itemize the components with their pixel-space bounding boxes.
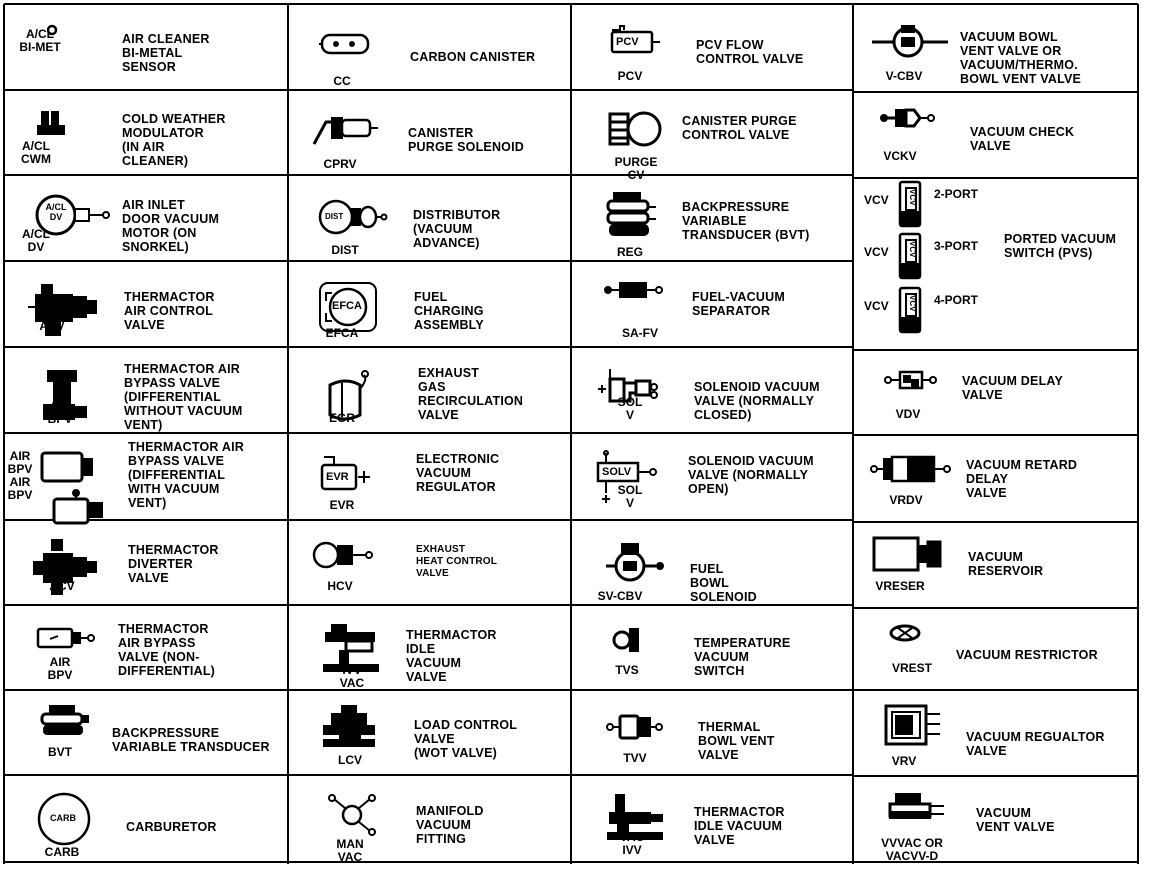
non-differential-bypass-icon bbox=[36, 627, 96, 651]
grid-line bbox=[853, 3, 1138, 5]
symbol-description: THERMACTOR AIR BYPASS VALVE (DIFFERENTIAL WITH VACUUM VENT) bbox=[128, 440, 244, 510]
symbol-description: CARBON CANISTER bbox=[410, 50, 536, 64]
grid-line bbox=[571, 260, 853, 262]
pvs-abbr-label: VCV bbox=[864, 245, 889, 259]
symbol-abbreviation: TVV bbox=[623, 751, 647, 765]
symbol-abbreviation: EGR bbox=[328, 411, 355, 425]
thermal-bowl-vent-icon bbox=[606, 712, 666, 742]
purge-control-valve-icon bbox=[608, 110, 664, 150]
symbol-abbreviation: PCV bbox=[617, 69, 643, 83]
grid-line bbox=[4, 174, 288, 176]
symbol-abbreviation: VREST bbox=[891, 661, 932, 675]
vacuum-regulator-valve-icon bbox=[884, 704, 948, 748]
fuel-vacuum-separator-icon bbox=[604, 281, 664, 299]
grid-line bbox=[4, 861, 288, 863]
symbol-abbreviation: VRESER bbox=[875, 579, 925, 593]
symbol-description: THERMACTOR IDLE VACUUM VALVE bbox=[406, 628, 497, 684]
symbol-description: CANISTER PURGE SOLENOID bbox=[408, 126, 525, 154]
grid-line bbox=[853, 521, 1138, 523]
symbol-abbreviation: HCV bbox=[327, 579, 353, 593]
symbol-abbreviation: VCKV bbox=[883, 149, 917, 163]
symbol-abbreviation: VDV bbox=[895, 407, 921, 421]
symbol-description: TEMPERATURE VACUUM SWITCH bbox=[694, 636, 791, 678]
heat-control-valve-icon bbox=[310, 540, 376, 570]
symbol-abbreviation: VRV bbox=[891, 754, 917, 768]
grid-line bbox=[571, 689, 853, 691]
symbol-description: PCV FLOW CONTROL VALVE bbox=[696, 38, 804, 66]
pvs-abbr-label: VCV bbox=[864, 299, 889, 313]
symbol-description: AIR INLET DOOR VACUUM MOTOR (ON SNORKEL) bbox=[122, 198, 220, 254]
pvs-icon bbox=[896, 232, 924, 280]
pvs-port-label: 2-PORT bbox=[934, 187, 979, 201]
pvs-icon-label: VCV bbox=[908, 241, 917, 258]
symbol-abbreviation: AIR BPV AIR BPV bbox=[7, 449, 33, 502]
symbol-abbreviation: ACV bbox=[49, 579, 75, 593]
vacuum-reservoir-icon bbox=[872, 536, 948, 576]
symbol-description: THERMACTOR DIVERTER VALVE bbox=[128, 543, 219, 585]
symbol-description: BACKPRESSURE VARIABLE TRANSDUCER (BVT) bbox=[682, 200, 810, 242]
grid-line bbox=[288, 174, 571, 176]
symbol-icon-label: A/CL DV bbox=[45, 202, 67, 222]
symbol-abbreviation: A/CL CWM bbox=[21, 139, 51, 166]
symbol-icon-label: PCV bbox=[616, 36, 639, 48]
grid-line bbox=[853, 349, 1138, 351]
symbol-abbreviation: TVS bbox=[615, 663, 639, 677]
symbol-abbreviation: A/CL BI-MET bbox=[19, 27, 61, 54]
carbon-canister-icon bbox=[318, 32, 374, 56]
symbol-description: PORTED VACUUM SWITCH (PVS) bbox=[1004, 232, 1117, 260]
symbol-description: AIR CLEANER BI-METAL SENSOR bbox=[122, 32, 210, 74]
grid-line bbox=[571, 774, 853, 776]
symbol-description: THERMACTOR AIR CONTROL VALVE bbox=[124, 290, 215, 332]
grid-line bbox=[853, 177, 1138, 179]
vacuum-vent-valve-icon bbox=[886, 792, 950, 822]
symbol-abbreviation: EFCA bbox=[325, 326, 359, 340]
grid-line bbox=[288, 260, 571, 262]
symbol-abbreviation: AIR BPV bbox=[47, 399, 73, 426]
grid-line bbox=[3, 4, 5, 864]
symbol-description: FUEL BOWL SOLENOID bbox=[690, 562, 757, 604]
grid-line bbox=[571, 861, 853, 863]
grid-line bbox=[287, 4, 289, 864]
symbol-abbreviation: DIST bbox=[331, 243, 359, 257]
symbol-description: THERMACTOR IDLE VACUUM VALVE bbox=[694, 805, 785, 847]
symbol-icon-label: DIST bbox=[325, 212, 344, 221]
symbol-abbreviation: CPRV bbox=[323, 157, 357, 171]
pvs-icon-label: VCV bbox=[908, 189, 917, 206]
load-control-valve-icon bbox=[320, 704, 380, 750]
symbol-abbreviation: REG bbox=[616, 245, 643, 259]
symbol-description: CARBURETOR bbox=[126, 820, 217, 834]
symbol-abbreviation: SV-CBV bbox=[597, 589, 643, 603]
symbol-description: DISTRIBUTOR (VACUUM ADVANCE) bbox=[413, 208, 501, 250]
vacuum-restrictor-icon bbox=[888, 624, 922, 642]
grid-line bbox=[288, 346, 571, 348]
cold-weather-modulator-icon bbox=[36, 110, 66, 138]
symbol-abbreviation: SOL V bbox=[617, 395, 643, 422]
symbol-description: SOLENOID VACUUM VALVE (NORMALLY CLOSED) bbox=[694, 380, 820, 422]
vacuum-regulator-icon bbox=[318, 453, 376, 493]
symbol-description: THERMACTOR AIR BYPASS VALVE (DIFFERENTIAL WITHOUT VACUUM VENT) bbox=[124, 362, 243, 432]
grid-line bbox=[571, 89, 853, 91]
grid-line bbox=[853, 775, 1138, 777]
temperature-switch-icon bbox=[612, 627, 646, 653]
vacuum-retard-icon bbox=[870, 453, 954, 485]
symbol-description: VACUUM RESERVOIR bbox=[968, 550, 1044, 578]
symbol-abbreviation: LCV bbox=[338, 753, 362, 767]
symbol-abbreviation: CARB bbox=[44, 845, 80, 859]
grid-line bbox=[853, 607, 1138, 609]
symbol-description: VACUUM RESTRICTOR bbox=[956, 648, 1098, 662]
pcv-valve-icon bbox=[608, 24, 664, 66]
symbol-description: ELECTRONIC VACUUM REGULATOR bbox=[416, 452, 500, 494]
symbol-abbreviation: MAN VAC bbox=[336, 837, 364, 864]
symbol-description: VACUUM REGUALTOR VALVE bbox=[966, 730, 1105, 758]
symbol-abbreviation: PURGE CV bbox=[614, 155, 658, 182]
pvs-port-label: 4-PORT bbox=[934, 293, 979, 307]
symbol-icon-label: CARB bbox=[50, 813, 76, 823]
symbol-abbreviation: AIR BPV bbox=[47, 655, 73, 682]
grid-line bbox=[288, 3, 571, 5]
symbol-description: CANISTER PURGE CONTROL VALVE bbox=[682, 114, 797, 142]
grid-line bbox=[571, 346, 853, 348]
symbol-description: MANIFOLD VACUUM FITTING bbox=[416, 804, 484, 846]
vacuum-bowl-vent-icon bbox=[870, 22, 952, 62]
backpressure-transducer-icon bbox=[40, 704, 90, 738]
symbol-description: BACKPRESSURE VARIABLE TRANSDUCER bbox=[112, 726, 270, 754]
purge-solenoid-icon bbox=[312, 114, 382, 148]
symbol-abbreviation: VVVAC OR VACVV-D bbox=[881, 836, 943, 863]
symbol-abbreviation: VRDV bbox=[889, 493, 923, 507]
grid-line bbox=[288, 774, 571, 776]
grid-line bbox=[288, 89, 571, 91]
grid-line bbox=[4, 3, 288, 5]
symbol-abbreviation: EVR bbox=[329, 498, 355, 512]
carburetor-icon bbox=[36, 791, 92, 847]
grid-line bbox=[288, 432, 571, 434]
symbol-abbreviation: IVV VAC bbox=[339, 663, 365, 690]
symbol-abbreviation: VAC IVV bbox=[619, 830, 645, 857]
symbol-description: VACUUM VENT VALVE bbox=[976, 806, 1055, 834]
manifold-fitting-icon bbox=[326, 793, 378, 837]
symbol-abbreviation: BVT bbox=[48, 745, 72, 759]
symbol-description: THERMACTOR AIR BYPASS VALVE (NON- DIFFERENTIAL) bbox=[118, 622, 216, 678]
pvs-abbr-label: VCV bbox=[864, 193, 889, 207]
grid-line bbox=[4, 604, 288, 606]
vacuum-delay-valve-icon bbox=[884, 368, 940, 392]
grid-line bbox=[4, 260, 288, 262]
symbol-description: LOAD CONTROL VALVE (WOT VALVE) bbox=[414, 718, 518, 760]
grid-line bbox=[4, 774, 288, 776]
grid-line bbox=[570, 4, 572, 864]
grid-line bbox=[853, 434, 1138, 436]
grid-line bbox=[4, 689, 288, 691]
symbol-description: COLD WEATHER MODULATOR (IN AIR CLEANER) bbox=[122, 112, 226, 168]
symbol-description: THERMAL BOWL VENT VALVE bbox=[698, 720, 775, 762]
symbol-description: EXHAUST GAS RECIRCULATION VALVE bbox=[418, 366, 524, 422]
grid-line bbox=[853, 91, 1138, 93]
pvs-port-label: 3-PORT bbox=[934, 239, 979, 253]
bvt-regulator-icon bbox=[604, 191, 660, 241]
symbol-abbreviation: SA-FV bbox=[622, 326, 658, 340]
grid-line bbox=[288, 604, 571, 606]
grid-line bbox=[571, 604, 853, 606]
pvs-icon-label: VCV bbox=[908, 295, 917, 312]
distributor-icon bbox=[318, 197, 388, 237]
symbol-description: VACUUM CHECK VALVE bbox=[970, 125, 1075, 153]
symbol-description: VACUUM DELAY VALVE bbox=[962, 374, 1064, 402]
grid-line bbox=[853, 689, 1138, 691]
grid-line bbox=[4, 432, 288, 434]
symbol-abbreviation: V-CBV bbox=[885, 69, 923, 83]
grid-line bbox=[571, 519, 853, 521]
symbol-description: FUEL CHARGING ASSEMBLY bbox=[414, 290, 484, 332]
grid-line bbox=[4, 89, 288, 91]
fuel-bowl-solenoid-icon bbox=[604, 542, 668, 588]
pvs-icon bbox=[896, 180, 924, 228]
vacuum-check-valve-icon bbox=[880, 106, 936, 130]
grid-line bbox=[571, 3, 853, 5]
symbol-description: VACUUM RETARD DELAY VALVE bbox=[966, 458, 1078, 500]
grid-line bbox=[288, 519, 571, 521]
symbol-description: EXHAUST HEAT CONTROL VALVE bbox=[416, 544, 498, 579]
symbol-icon-label: EVR bbox=[326, 471, 349, 483]
symbol-description: VACUUM BOWL VENT VALVE OR VACUUM/THERMO. BOWL VENT VALVE bbox=[960, 30, 1082, 86]
symbol-abbreviation: A/CL DV bbox=[22, 227, 50, 254]
pvs-icon bbox=[896, 286, 924, 334]
symbol-icon-label: EFCA bbox=[332, 300, 362, 312]
grid-line bbox=[4, 346, 288, 348]
symbol-abbreviation: CC bbox=[333, 74, 351, 88]
symbol-icon-label: SOLV bbox=[602, 466, 632, 478]
grid-line bbox=[571, 432, 853, 434]
symbol-description: SOLENOID VACUUM VALVE (NORMALLY OPEN) bbox=[688, 454, 814, 496]
symbol-abbreviation: SOL V bbox=[617, 483, 643, 510]
symbol-description: FUEL-VACUUM SEPARATOR bbox=[692, 290, 785, 318]
symbol-abbreviation: ACV bbox=[39, 319, 65, 333]
